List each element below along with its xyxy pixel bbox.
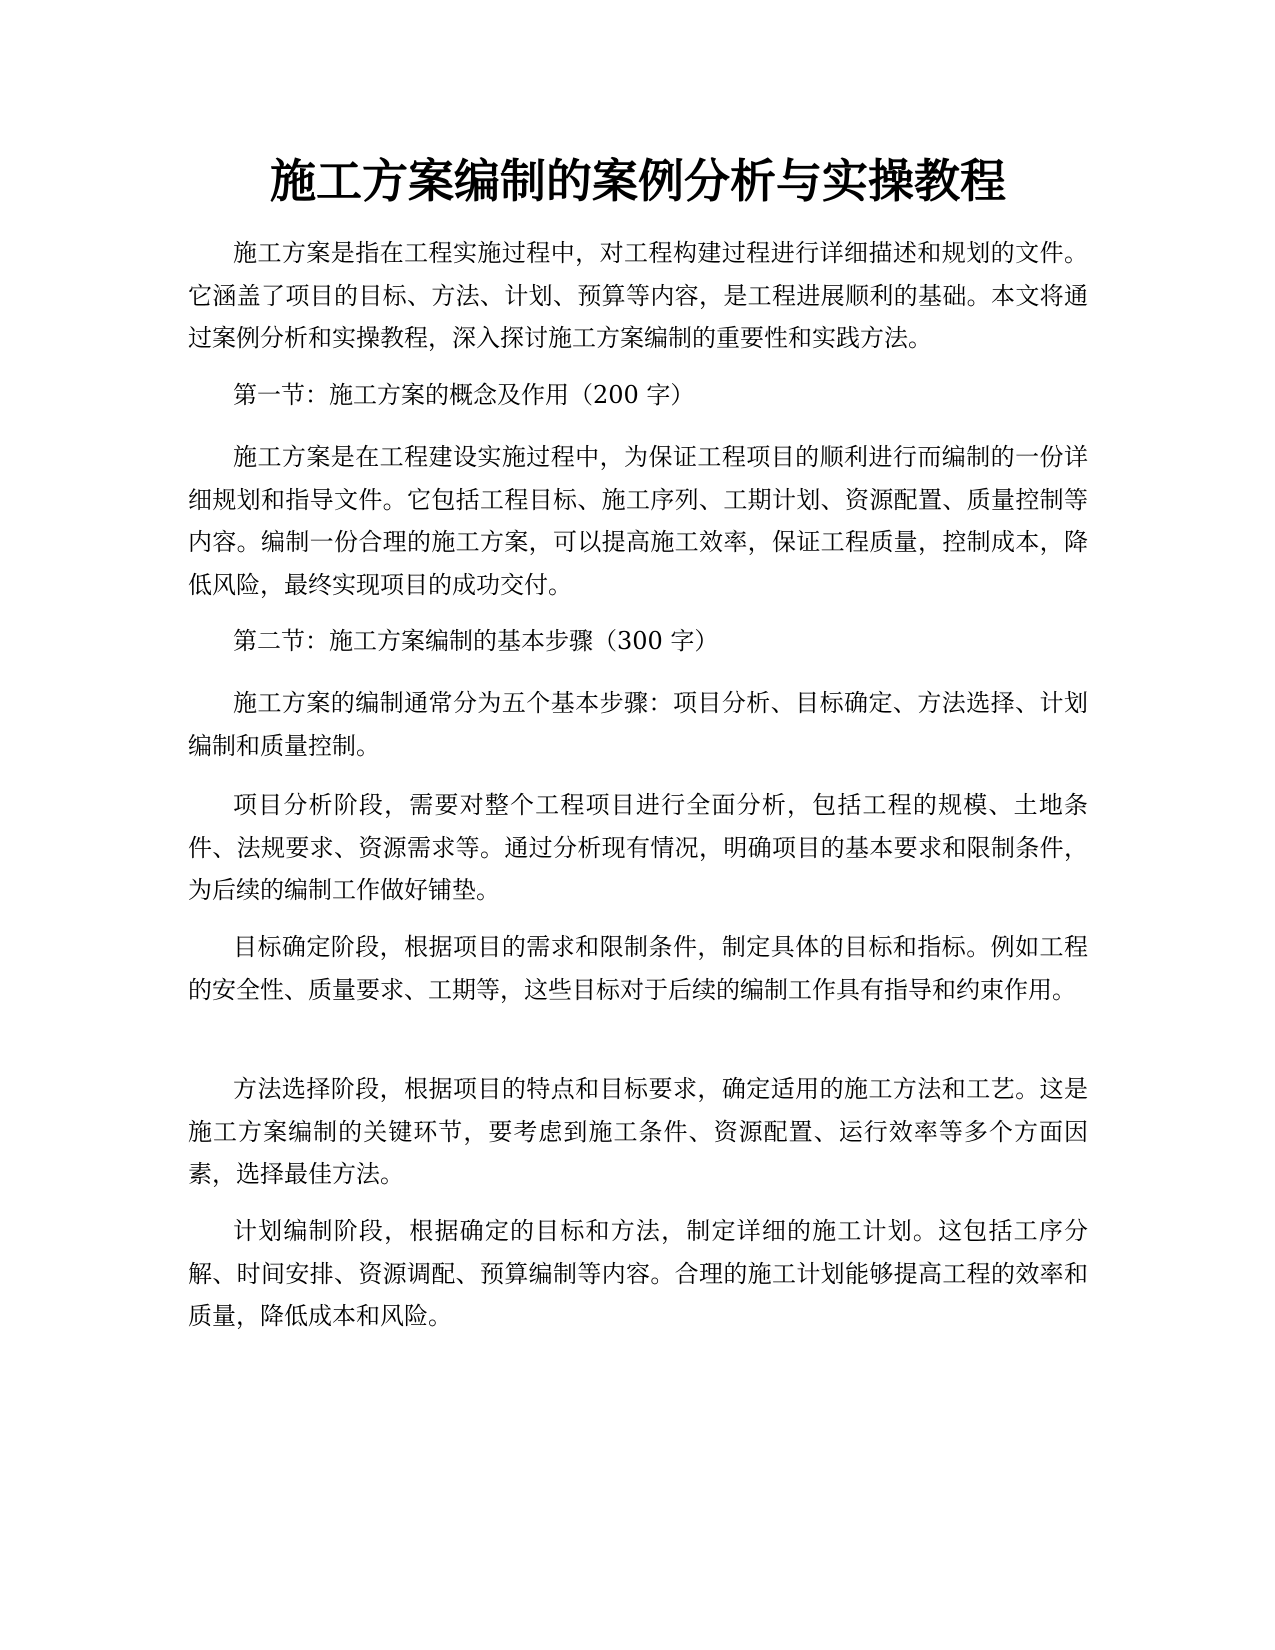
project-analysis-paragraph: 项目分析阶段，需要对整个工程项目进行全面分析，包括工程的规模、土地条件、法规要求、资源需求等。通过分析现有情况，明确项目的基本要求和限制条件，为后续的编制工作做好铺垫。 bbox=[188, 791, 1088, 904]
section-2-heading: 第二节：施工方案编制的基本步骤（300 字） bbox=[233, 627, 719, 655]
method-selection-paragraph: 方法选择阶段，根据项目的特点和目标要求，确定适用的施工方法和工艺。这是施工方案编制的关键环节，要考虑到施工条件、资源配置、运行效率等多个方面因素，选择最佳方法。 bbox=[188, 1075, 1088, 1188]
section-1-paragraph: 施工方案是在工程建设实施过程中，为保证工程项目的顺利进行而编制的一份详细规划和指导文件。它包括工程目标、施工序列、工期计划、资源配置、质量控制等内容。编制一份合理的施工方案，可以提高施工效率，保证工程质量，控制成本，降低风险，最终实现项目的成功交付。 bbox=[188, 443, 1088, 599]
plan-drafting-paragraph: 计划编制阶段，根据确定的目标和方法，制定详细的施工计划。这包括工序分解、时间安排、资源调配、预算编制等内容。合理的施工计划能够提高工程的效率和质量，降低成本和风险。 bbox=[188, 1217, 1088, 1330]
document-title: 施工方案编制的案例分析与实操教程 bbox=[270, 154, 1006, 208]
document-page bbox=[188, 0, 1088, 1650]
section-1-heading: 第一节：施工方案的概念及作用（200 字） bbox=[233, 381, 695, 409]
goal-setting-paragraph: 目标确定阶段，根据项目的需求和限制条件，制定具体的目标和指标。例如工程的安全性、质量要求、工期等，这些目标对于后续的编制工作具有指导和约束作用。 bbox=[188, 933, 1088, 1004]
intro-paragraph: 施工方案是指在工程实施过程中，对工程构建过程进行详细描述和规划的文件。它涵盖了项目的目标、方法、计划、预算等内容，是工程进展顺利的基础。本文将通过案例分析和实操教程，深入探讨施工方案编制的重要性和实践方法。 bbox=[188, 239, 1088, 352]
steps-overview-paragraph: 施工方案的编制通常分为五个基本步骤：项目分析、目标确定、方法选择、计划编制和质量控制。 bbox=[188, 689, 1088, 760]
